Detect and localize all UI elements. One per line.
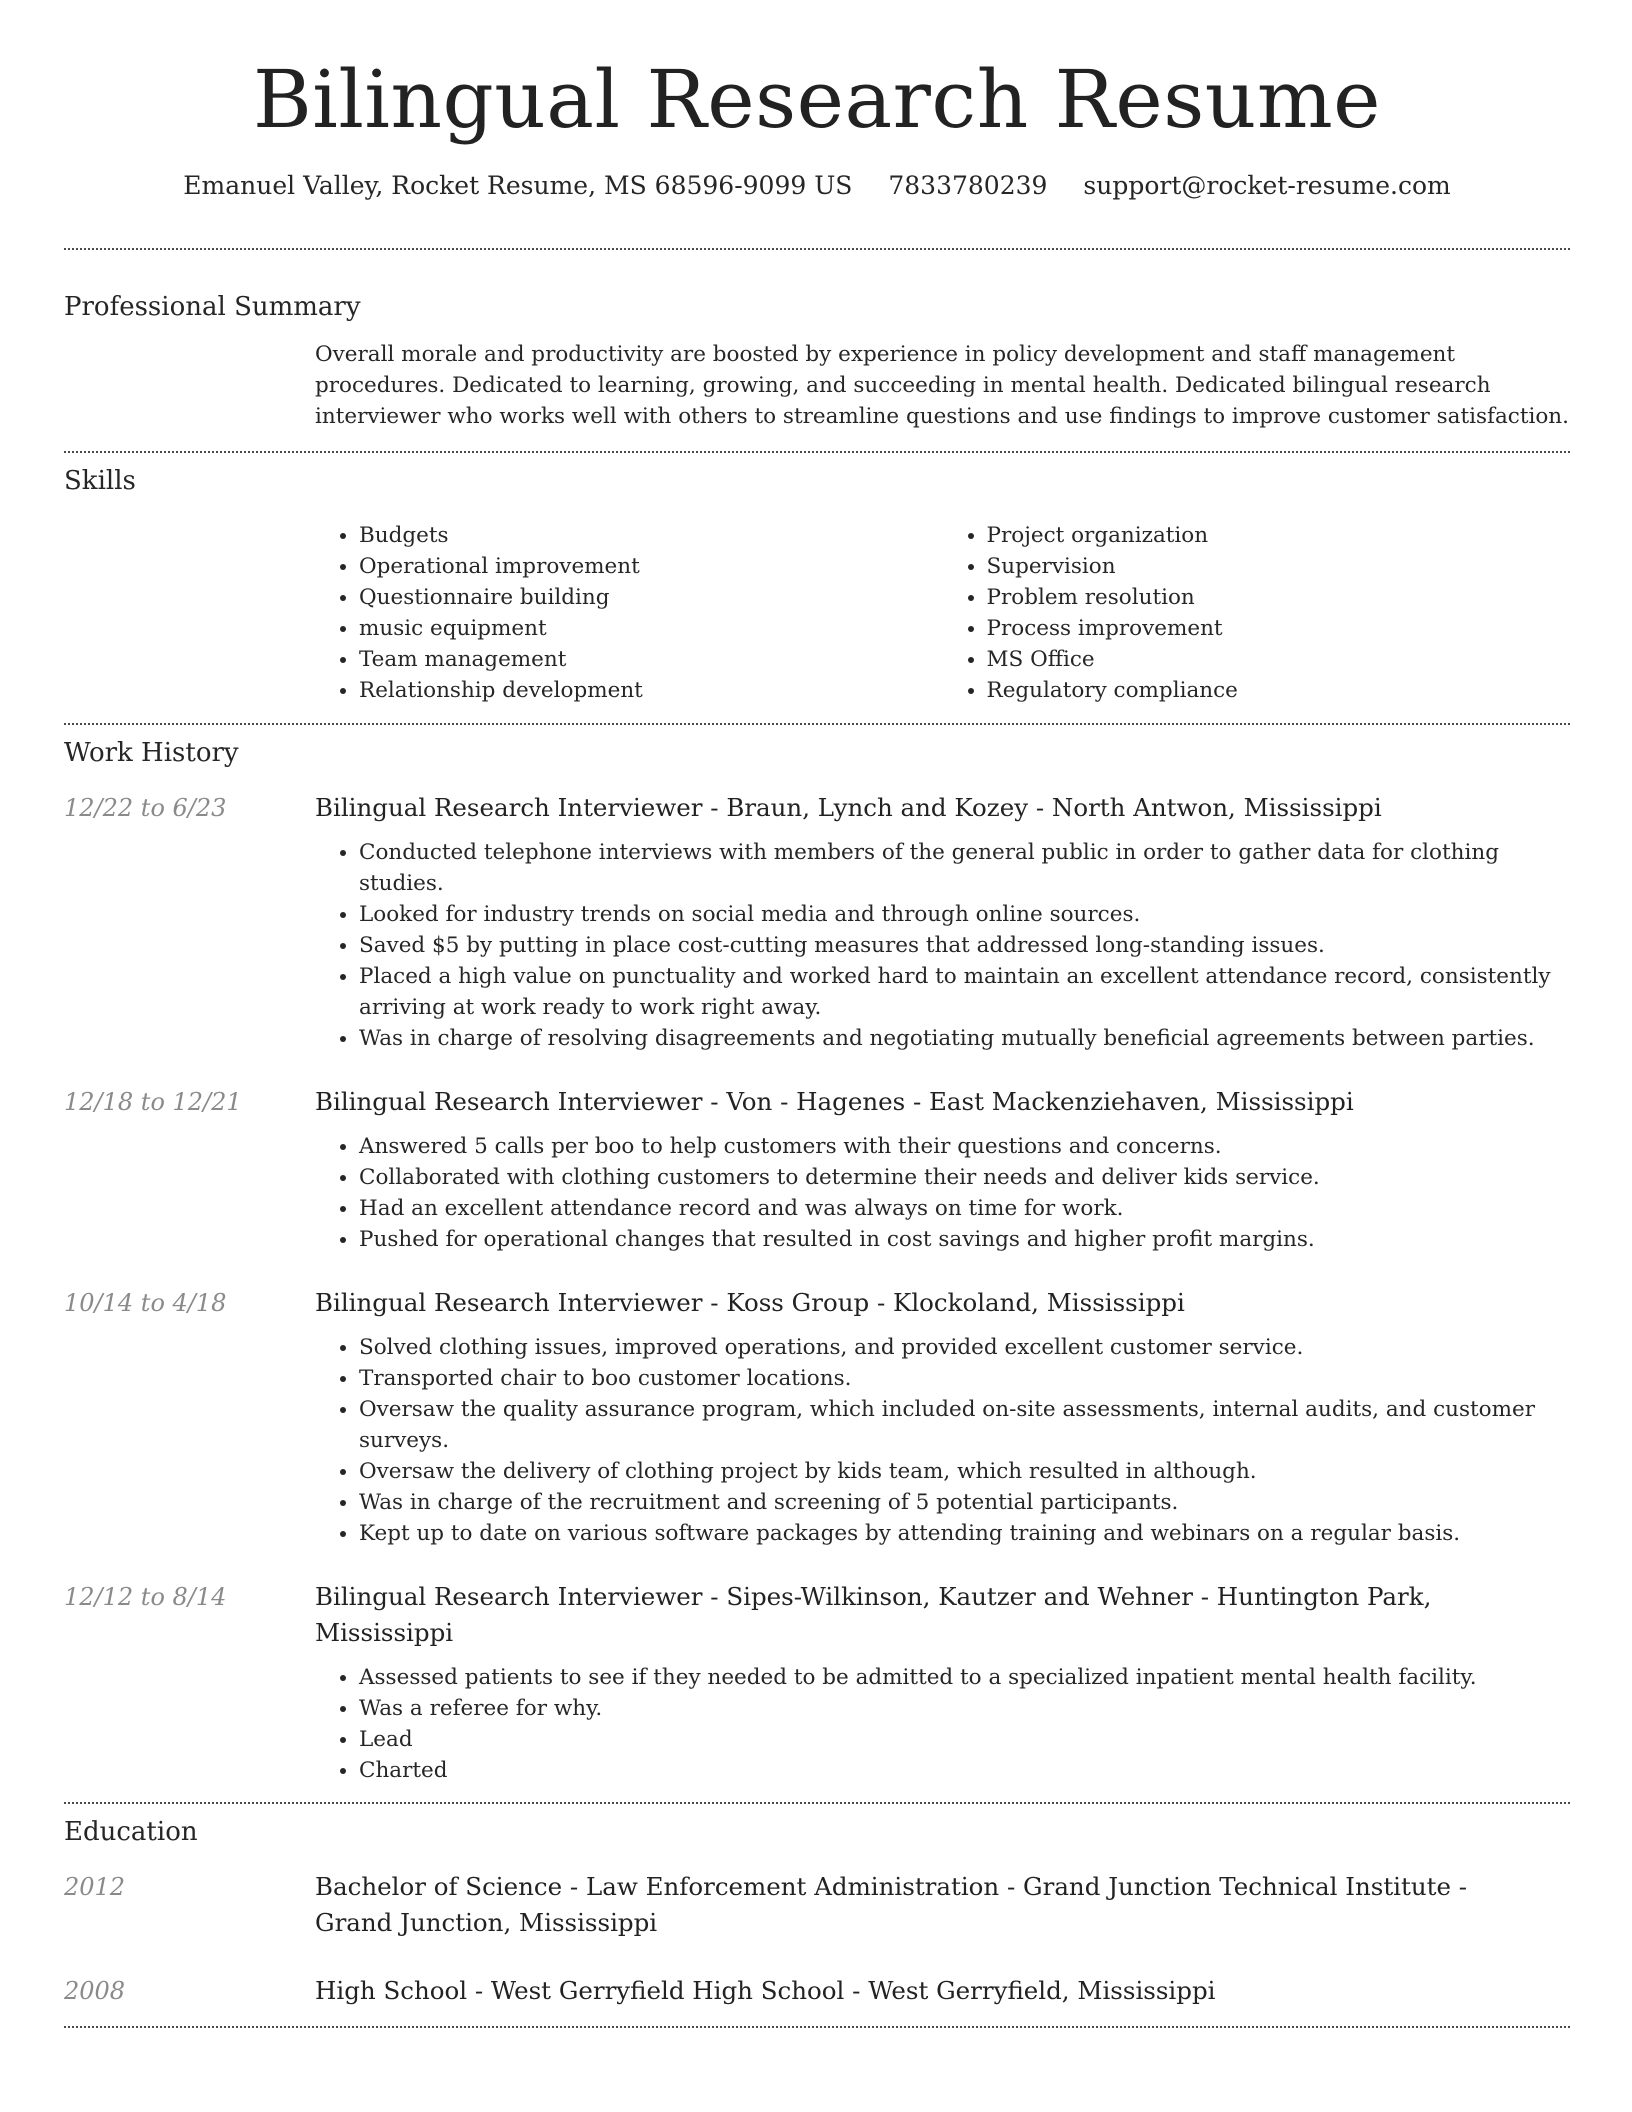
job-dates: 12/18 to 12/21 [64, 1088, 242, 1116]
skill-item: • Relationship development [359, 675, 943, 706]
divider [64, 723, 1570, 725]
skill-item: • Project organization [987, 520, 1571, 551]
job-bullets [315, 1131, 1570, 1255]
job-bullet: • Transported chair to boo customer locations. [359, 1363, 1570, 1394]
skill-item: • Operational improvement [359, 551, 943, 582]
job-entry [64, 1579, 1570, 1786]
job-bullet: • Oversaw the quality assurance program, which included on-site assessments, internal audits, and customer surveys. [359, 1394, 1570, 1456]
job-dates: 12/22 to 6/23 [64, 794, 227, 822]
job-bullets [315, 1332, 1570, 1549]
work-section [64, 736, 1570, 1786]
divider [64, 1802, 1570, 1804]
job-title: Bilingual Research Interviewer - Braun, Lynch and Kozey - North Antwon, Mississippi [315, 793, 1382, 822]
divider [64, 451, 1570, 453]
education-heading: Education [64, 1817, 198, 1847]
job-bullet: • Pushed for operational changes that resulted in cost savings and higher profit margins. [359, 1224, 1570, 1255]
skill-item: • Budgets [359, 520, 943, 551]
job-bullet: • Answered 5 calls per boo to help customers with their questions and concerns. [359, 1131, 1570, 1162]
work-heading: Work History [64, 738, 239, 768]
job-bullet: • Was in charge of resolving disagreements and negotiating mutually beneficial agreements between parties. [359, 1023, 1570, 1054]
summary-section [64, 290, 1570, 432]
job-title: Bilingual Research Interviewer - Von - Hagenes - East Mackenziehaven, Mississippi [315, 1087, 1354, 1116]
job-bullet: • Kept up to date on various software packages by attending training and webinars on a regular basis. [359, 1518, 1570, 1549]
contact-phone: 7833780239 [888, 171, 1048, 200]
job-bullet: • Collaborated with clothing customers to determine their needs and deliver kids service. [359, 1162, 1570, 1193]
job-entry [64, 790, 1570, 1054]
skill-item: • Team management [359, 644, 943, 675]
skills-heading: Skills [64, 466, 136, 496]
job-bullet: • Lead [359, 1724, 1570, 1755]
skills-section [64, 464, 1570, 706]
job-bullet: • Assessed patients to see if they needed to be admitted to a specialized inpatient mental health facility. [359, 1662, 1570, 1693]
skill-item: • Regulatory compliance [987, 675, 1571, 706]
skill-item: • music equipment [359, 613, 943, 644]
education-entry [64, 1973, 1570, 2009]
summary-heading: Professional Summary [64, 292, 361, 322]
job-entry [64, 1084, 1570, 1255]
education-year: 2008 [64, 1977, 126, 2005]
education-section [64, 1815, 1570, 2009]
resume-page [64, 0, 1570, 2028]
skills-list-right [943, 520, 1571, 706]
job-bullet: • Saved $5 by putting in place cost-cutting measures that addressed long-standing issues. [359, 930, 1570, 961]
resume-title: Bilingual Research Resume [252, 53, 1382, 146]
job-bullet: • Conducted telephone interviews with members of the general public in order to gather data for clothing studies. [359, 837, 1570, 899]
job-bullet: • Solved clothing issues, improved operations, and provided excellent customer service. [359, 1332, 1570, 1363]
skill-item: • MS Office [987, 644, 1571, 675]
job-bullet: • Was in charge of the recruitment and screening of 5 potential participants. [359, 1487, 1570, 1518]
skill-item: • Problem resolution [987, 582, 1571, 613]
job-bullet: • Charted [359, 1755, 1570, 1786]
education-title: Bachelor of Science - Law Enforcement Administration - Grand Junction Technical Institute - Grand Junction, Mississippi [315, 1872, 1468, 1937]
divider [64, 248, 1570, 250]
skill-item: • Questionnaire building [359, 582, 943, 613]
education-entry [64, 1869, 1570, 1941]
job-entry [64, 1285, 1570, 1549]
education-year: 2012 [64, 1873, 126, 1901]
contact-email: support@rocket-resume.com [1083, 171, 1451, 200]
job-bullet: • Was a referee for why. [359, 1693, 1570, 1724]
job-bullets [315, 1662, 1570, 1786]
job-title: Bilingual Research Interviewer - Sipes-Wilkinson, Kautzer and Wehner - Huntington Park, Mississippi [315, 1582, 1432, 1647]
skills-list-left [315, 520, 943, 706]
education-title: High School - West Gerryfield High School - West Gerryfield, Mississippi [315, 1976, 1216, 2005]
contact-line [64, 170, 1570, 202]
job-bullet: • Had an excellent attendance record and was always on time for work. [359, 1193, 1570, 1224]
job-bullet: • Looked for industry trends on social media and through online sources. [359, 899, 1570, 930]
contact-address: Emanuel Valley, Rocket Resume, MS 68596-9099 US [183, 171, 853, 200]
job-dates: 10/14 to 4/18 [64, 1289, 227, 1317]
divider [64, 2026, 1570, 2028]
job-bullet: • Oversaw the delivery of clothing project by kids team, which resulted in although. [359, 1456, 1570, 1487]
skill-item: • Process improvement [987, 613, 1571, 644]
skill-item: • Supervision [987, 551, 1571, 582]
job-dates: 12/12 to 8/14 [64, 1583, 227, 1611]
job-bullets [315, 837, 1570, 1054]
job-title: Bilingual Research Interviewer - Koss Group - Klockoland, Mississippi [315, 1288, 1185, 1317]
summary-text: Overall morale and productivity are boosted by experience in policy development and staff management procedures. Dedicated to learning, growing, and succeeding in mental health. Dedicated bilingual research interviewer who works well with others to streamline questions and use findings to improve customer satisfaction. [315, 342, 1569, 429]
job-bullet: • Placed a high value on punctuality and worked hard to maintain an excellent attendance record, consistently arriving at work ready to work right away. [359, 961, 1570, 1023]
